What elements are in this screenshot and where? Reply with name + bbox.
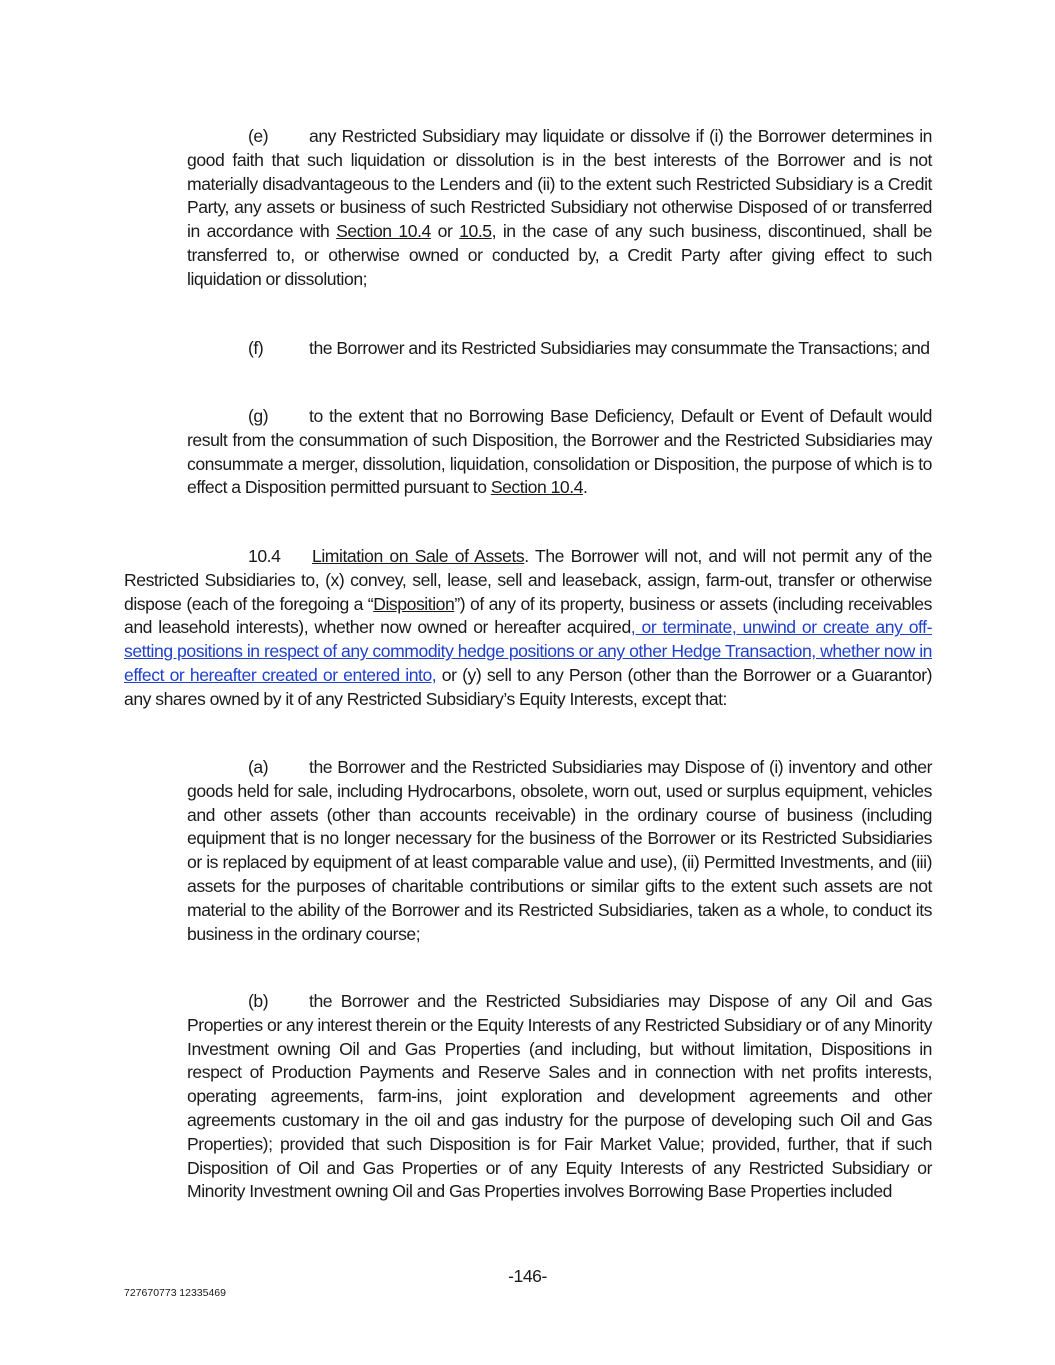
section-10-4 <box>124 545 932 712</box>
paragraph-b <box>187 990 932 1204</box>
paragraph-a-text: the Borrower and the Restricted Subsidiaries may Dispose of (i) inventory and other goods held for sale, including Hydrocarbons, obsolete, worn out, used or surplus equipment, vehicles and other assets (other than accounts receivable) in the ordinary course of business (including equipment that is no longer necessary for the business of the Borrower or its Restricted Subsidiaries or is replaced by equipment of at least comparable value and use), (ii) Permitted Investments, and (iii) assets for the purposes of charitable contributions or similar gifts to the extent such assets are not material to the ability of the Borrower and its Restricted Subsidiaries, taken as a whole, to conduct its business in the ordinary course; <box>187 757 932 944</box>
paragraph-b-label: (b) <box>248 991 269 1011</box>
section-10-4-reference[interactable]: Section 10.4 <box>490 477 584 498</box>
section-text-3: or (y) sell to any Person (other than the Borrower or a Guarantor) any shares owned by it of any Restricted Subsidiary’s Equity Interests, except that: <box>124 664 933 709</box>
page-number: -146- <box>508 1266 547 1286</box>
section-text-1: . The Borrower will not, and will not permit any of the Restricted Subsidiaries to, (x) convey, sell, lease, sell and leaseback, assign, farm-out, transfer or otherwise dispose (each of the foregoing a “ <box>124 546 932 614</box>
paragraph-e-text-2: or <box>430 221 460 242</box>
document-id: 727670773 12335469 <box>124 1287 226 1299</box>
paragraph-f <box>187 337 932 361</box>
section-10-4-reference[interactable]: Section 10.4 <box>336 221 431 242</box>
paragraph-e-text-3: , in the case of any such business, discontinued, shall be transferred to, or otherwise owned or conducted by, a Credit Party after giving effect to such liquidation or dissolution; <box>187 221 932 289</box>
section-10-5-reference[interactable]: 10.5 <box>459 221 492 242</box>
section-heading: Limitation on Sale of Assets <box>312 546 525 566</box>
inserted-revision-text: , or terminate, unwind or create any off-setting positions in respect of any commodity hedge positions or any other Hedge Transaction, whether now in effect or hereafter created or entered into, <box>124 617 932 685</box>
paragraph-f-label: (f) <box>248 338 264 358</box>
paragraph-a-label: (a) <box>248 757 269 777</box>
paragraph-g <box>187 405 932 500</box>
paragraph-g-text-1: to the extent that no Borrowing Base Deficiency, Default or Event of Default would result from the consummation of such Disposition, the Borrower and the Restricted Subsidiaries may consummate a merger, dissolution, liquidation, consolidation or Disposition, the purpose of which is to effect a Disposition permitted pursuant to <box>187 406 932 498</box>
section-number: 10.4 <box>248 546 281 566</box>
paragraph-e-label: (e) <box>248 126 269 146</box>
paragraph-e-text-1: any Restricted Subsidiary may liquidate or dissolve if (i) the Borrower determines in good faith that such liquidation or dissolution is in the best interests of the Borrower and is not materially disadvantageous to the Lenders and (ii) to the extent such Restricted Subsidiary is a Credit Party, any assets or business of such Restricted Subsidiary not otherwise Disposed of or transferred in accordance with <box>187 126 932 242</box>
paragraph-g-text-2: . <box>583 477 588 498</box>
defined-term-disposition: Disposition <box>373 593 455 614</box>
paragraph-b-text: the Borrower and the Restricted Subsidiaries may Dispose of any Oil and Gas Properties or any interest therein or the Equity Interests of any Restricted Subsidiary or of any Minority Investment owning Oil and Gas Properties (and including, but without limitation, Dispositions in respect of Production Payments and Reserve Sales and in connection with net profits interests, operating agreements, farm-ins, joint exploration and development agreements and other agreements customary in the oil and gas industry for the purpose of developing such Oil and Gas Properties); provided that such Disposition is for Fair Market Value; provided, further, that if such Disposition of Oil and Gas Properties or of any Equity Interests of any Restricted Subsidiary or Minority Investment owning Oil and Gas Properties involves Borrowing Base Properties included <box>187 991 932 1202</box>
paragraph-a <box>187 756 932 946</box>
paragraph-f-text: the Borrower and its Restricted Subsidiaries may consummate the Transactions; and <box>309 338 930 358</box>
paragraph-g-label: (g) <box>248 406 269 426</box>
paragraph-e <box>187 125 932 292</box>
section-text-2: ”) of any of its property, business or assets (including receivables and leasehold interests), whether now owned or hereafter acquired <box>124 593 932 638</box>
